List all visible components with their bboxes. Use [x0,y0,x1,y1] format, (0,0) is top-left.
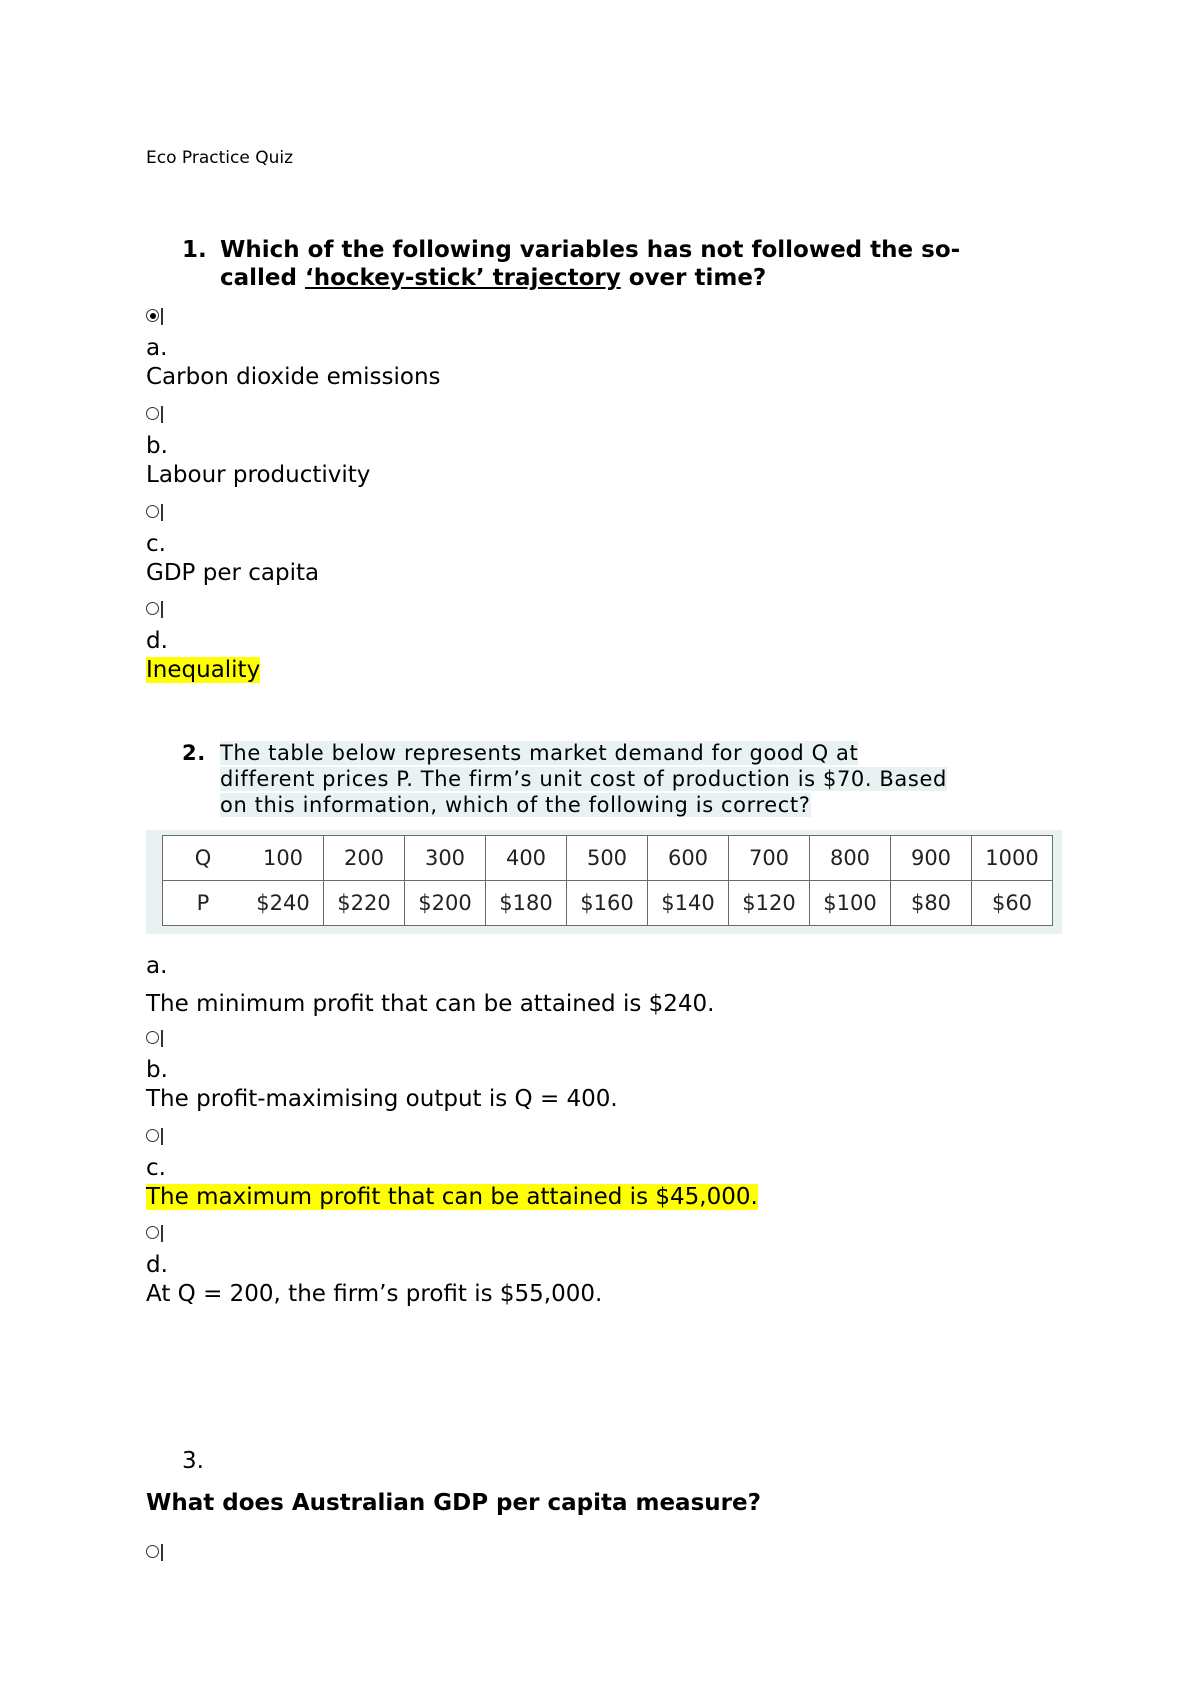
table-cell: $80 [891,881,972,926]
radio-button[interactable] [146,1225,164,1243]
question-2 [182,740,1062,818]
q2-option-c[interactable] [146,1128,758,1212]
table-cell: $180 [486,881,567,926]
row-label: P [196,891,210,915]
table-cell: $120 [729,881,810,926]
table-cell: $220 [324,881,405,926]
question-3-text: What does Australian GDP per capita measure? [146,1490,761,1516]
q2-option-d[interactable] [146,1225,602,1309]
table-cell: 500 [567,836,648,881]
option-letter: c. [146,1155,166,1181]
radio-button[interactable] [146,1128,164,1146]
cell-value: $240 [256,891,310,915]
question-number: 1. [182,237,207,263]
table-row-p [163,881,1053,926]
question-text [220,740,1062,818]
option-text: At Q = 200, the firm’s profit is $55,000. [146,1281,603,1307]
table-row-q [163,836,1053,881]
table-cell [163,836,324,881]
question-line: The table below represents market demand for good Q at [220,741,859,765]
question-1 [182,236,1012,292]
table-cell: 800 [810,836,891,881]
table-cell: 1000 [972,836,1053,881]
table-cell: $160 [567,881,648,926]
table-cell: 200 [324,836,405,881]
q2-option-b[interactable] [146,1030,618,1114]
q3-option-a[interactable] [146,1544,164,1570]
table-cell: $200 [405,881,486,926]
option-letter: b. [146,1057,168,1083]
q1-option-b[interactable] [146,406,370,490]
question-text-part: Which of the following variables has not followed the so-called [220,237,961,291]
option-text: The profit-maximising output is Q = 400. [146,1086,618,1112]
option-text: Carbon dioxide emissions [146,364,441,390]
table-cell: 300 [405,836,486,881]
demand-table-container [146,830,1062,934]
q1-option-d[interactable] [146,601,260,685]
table-cell: 900 [891,836,972,881]
table-cell: 400 [486,836,567,881]
q2-option-a[interactable] [146,952,714,1019]
radio-button-selected[interactable] [146,308,164,326]
option-text-highlighted: Inequality [146,657,261,683]
option-text: The minimum profit that can be attained is $240. [146,991,715,1017]
table-cell: $140 [648,881,729,926]
q1-option-a[interactable] [146,308,441,392]
table-cell: 700 [729,836,810,881]
question-number: 2. [182,741,206,765]
radio-button[interactable] [146,504,164,522]
cell-value: 100 [262,846,304,870]
table-cell: $100 [810,881,891,926]
radio-button[interactable] [146,1544,164,1562]
question-text-underlined: ‘hockey-stick’ trajectory [305,265,621,291]
radio-button[interactable] [146,601,164,619]
table-cell [163,881,324,926]
table-cell: $60 [972,881,1053,926]
option-letter: a. [146,335,168,361]
question-line: different prices P. The firm’s unit cost of production is $70. Based [220,767,947,791]
option-text: Labour productivity [146,462,371,488]
option-text: GDP per capita [146,560,320,586]
radio-button[interactable] [146,406,164,424]
question-3-number: 3. [182,1448,204,1474]
option-letter: a. [146,953,168,979]
q1-option-c[interactable] [146,504,319,588]
option-letter: d. [146,628,168,654]
question-text [220,236,1012,292]
radio-button[interactable] [146,1030,164,1048]
question-text-part: over time? [620,265,767,291]
option-text-highlighted: The maximum profit that can be attained is $45,000. [146,1184,758,1210]
option-letter: b. [146,433,168,459]
option-letter: c. [146,531,166,557]
document-title: Eco Practice Quiz [146,148,293,168]
option-letter: d. [146,1252,168,1278]
row-label: Q [194,846,212,870]
table-cell: 600 [648,836,729,881]
demand-table [162,835,1053,926]
question-line: on this information, which of the following is correct? [220,793,811,817]
